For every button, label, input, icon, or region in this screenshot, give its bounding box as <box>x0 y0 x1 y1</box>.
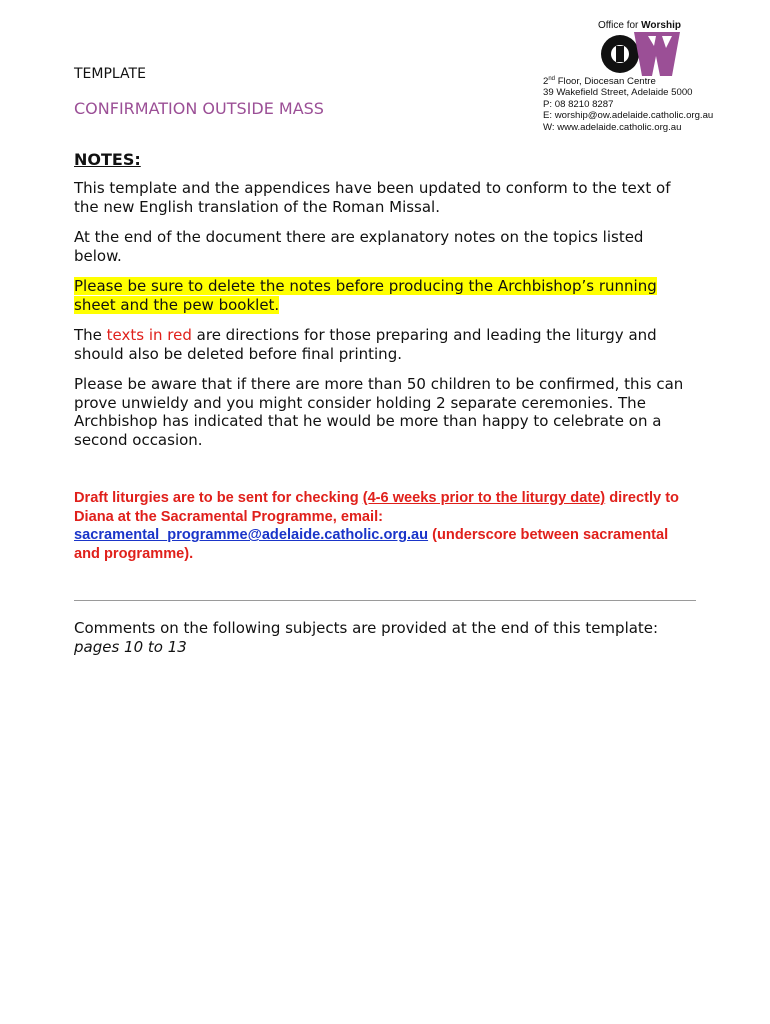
comments-text: Comments on the following subjects are provided at the end of this template: <box>74 619 659 637</box>
address-phone: P: 08 8210 8287 <box>543 98 614 110</box>
address-email: E: worship@ow.adelaide.catholic.org.au <box>543 110 714 122</box>
notes-paragraph-2: At the end of the document there are explanatory notes on the topics listed below. <box>74 228 644 265</box>
notes-section <box>74 150 694 563</box>
floor-number: 2 <box>543 76 549 87</box>
template-label: TEMPLATE <box>74 66 146 82</box>
comments-paragraph <box>74 619 694 656</box>
office-for-worship-logo <box>596 20 686 78</box>
logo-caption-bold: Worship <box>641 20 681 31</box>
draft-part-2: directly to Diana at the Sacramental Programme, email: <box>74 490 679 525</box>
horizontal-divider <box>74 600 696 601</box>
address-floor <box>543 76 713 87</box>
draft-part-1: Draft liturgies are to be sent for checking <box>74 490 363 506</box>
p4-start: The <box>74 326 107 344</box>
document-title: CONFIRMATION OUTSIDE MASS <box>74 99 324 118</box>
draft-instructions <box>74 489 694 563</box>
notes-paragraph-5: Please be aware that if there are more than 50 children to be confirmed, this can prove unwieldy and you might consider holding 2 separate ceremonies. The Archbishop has indicated that he would be more than happy to celebrate on a second occasion. <box>74 375 684 449</box>
notes-paragraph-1: This template and the appendices have been updated to conform to the text of the new English translation of the Roman Missal. <box>74 179 671 216</box>
sacramental-email-link[interactable]: sacramental_programme@adelaide.catholic.org.au <box>74 527 429 544</box>
highlighted-warning: Please be sure to delete the notes before producing the Archbishop’s running sheet and the pew booklet. <box>74 277 657 314</box>
draft-timing: (4-6 weeks prior to the liturgy date) <box>362 490 606 506</box>
logo-w-icon <box>634 32 680 76</box>
red-text-sample: texts in red <box>106 326 192 344</box>
address-block <box>543 76 713 133</box>
notes-paragraph-4 <box>74 326 694 363</box>
floor-superscript: nd <box>548 75 556 82</box>
address-street: 39 Wakefield Street, Adelaide 5000 <box>543 87 693 99</box>
logo-caption-prefix: Office for <box>598 20 642 31</box>
p4-rest: are directions for those preparing and leading the liturgy and should also be deleted before final printing. <box>74 326 657 363</box>
notes-heading: NOTES: <box>74 150 141 169</box>
draft-part-3: (underscore between sacramental and programme). <box>74 527 669 562</box>
address-web: W: www.adelaide.catholic.org.au <box>543 121 682 133</box>
logo-circle-icon <box>601 35 639 73</box>
floor-text: Floor, Diocesan Centre <box>555 76 656 87</box>
notes-paragraph-3 <box>74 277 694 314</box>
comments-pages: pages 10 to 13 <box>74 637 187 656</box>
